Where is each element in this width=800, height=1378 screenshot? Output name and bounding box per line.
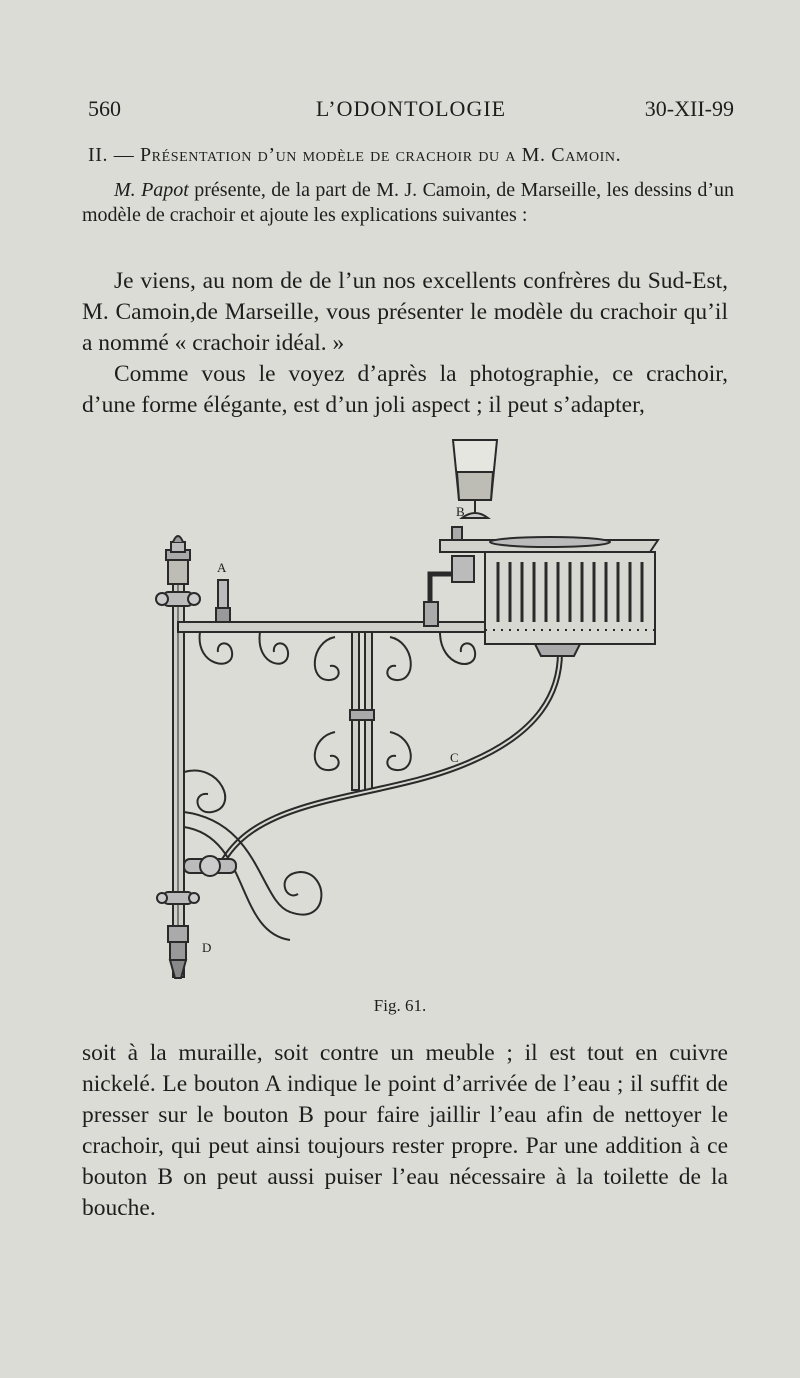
running-header [88, 96, 734, 124]
issue-date: 30-XII-99 [644, 96, 734, 121]
speaker-name: M. Papot [114, 179, 189, 201]
section-number: II. — [88, 144, 135, 166]
inlet-a [216, 580, 230, 622]
intro-paragraph [82, 178, 734, 228]
label-c: C [450, 750, 459, 765]
label-b: B [456, 504, 465, 519]
wall-post [156, 536, 200, 978]
intro-text: présente, de la part de M. J. Camoin, de Marseille, les dessins d’un modèle de crachoir et ajoute les explications suivantes : [82, 179, 734, 226]
label-a: A [217, 560, 227, 575]
paragraph-2: Comme vous le voyez d’après la photographie, ce crachoir, d’une forme élégante, est d’un joli aspect ; il peut s’adapter, [82, 361, 728, 418]
figure-caption: Fig. 61. [373, 996, 427, 1015]
section-title: Présentation d’un modèle de crachoir du a M. Camoin. [139, 144, 622, 166]
label-d: D [202, 940, 212, 955]
paragraph-1: Je viens, au nom de de l’un nos excellents confrères du Sud-Est, M. Camoin,de Marseille, vous présenter le modèle du crachoir qu’il a nommé « crachoir idéal. » [82, 268, 728, 356]
basin [440, 537, 658, 656]
section-heading [88, 144, 734, 167]
journal-title: L’ODONTOLOGIE [315, 96, 507, 121]
paragraph-3: soit à la muraille, soit contre un meuble ; il est tout en cuivre nickelé. Le bouton A indique le point d’arrivée de l’eau ; il suffit de presser sur le bouton B pour faire jaillir l’eau afin de nettoyer le crachoir, qui peut ainsi toujours rester propre. Par une addition à ce bouton B on peut aussi puiser l’eau nécessaire à la toilette de la bouche. [82, 1040, 728, 1221]
page-number: 560 [88, 96, 121, 121]
spittoon-illustration [140, 432, 680, 992]
scrollwork [184, 632, 475, 812]
